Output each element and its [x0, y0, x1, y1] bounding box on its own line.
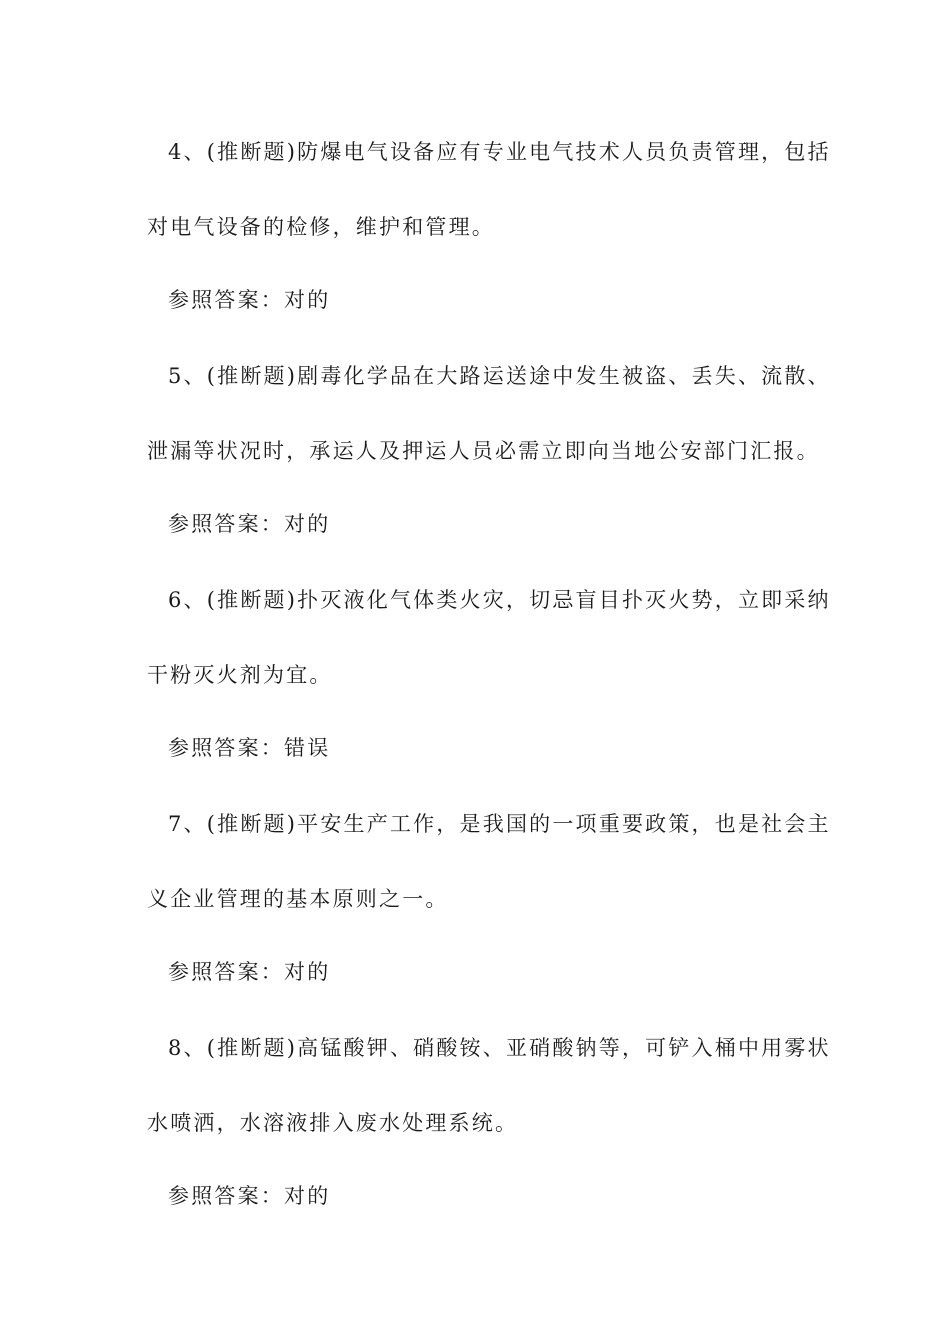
question-5-answer: 参照答案：对的 [168, 512, 331, 536]
question-7-stem-line1: 7、(推断题)平安生产工作，是我国的一项重要政策，也是社会主 [168, 812, 831, 836]
question-5-stem-line2: 泄漏等状况时，承运人及押运人员必需立即向当地公安部门汇报。 [147, 439, 820, 463]
question-8-answer: 参照答案：对的 [168, 1184, 331, 1208]
question-7-stem-line2: 义企业管理的基本原则之一。 [147, 887, 449, 911]
question-4-stem-line2: 对电气设备的检修，维护和管理。 [147, 215, 495, 239]
question-4-answer: 参照答案：对的 [168, 288, 331, 312]
question-6-stem-line1: 6、(推断题)扑灭液化气体类火灾，切忌盲目扑灭火势，立即采纳 [168, 588, 831, 612]
question-4-stem-line1: 4、(推断题)防爆电气设备应有专业电气技术人员负责管理，包括 [168, 140, 831, 164]
question-8-stem-line1: 8、(推断题)高锰酸钾、硝酸铵、亚硝酸钠等，可铲入桶中用雾状 [168, 1036, 831, 1060]
question-7-answer: 参照答案：对的 [168, 960, 331, 984]
question-6-answer: 参照答案：错误 [168, 736, 331, 760]
question-8-stem-line2: 水喷洒，水溶液排入废水处理系统。 [147, 1111, 519, 1135]
question-6-stem-line2: 干粉灭火剂为宜。 [147, 663, 333, 687]
question-5-stem-line1: 5、(推断题)剧毒化学品在大路运送途中发生被盗、丢失、流散、 [168, 364, 831, 388]
